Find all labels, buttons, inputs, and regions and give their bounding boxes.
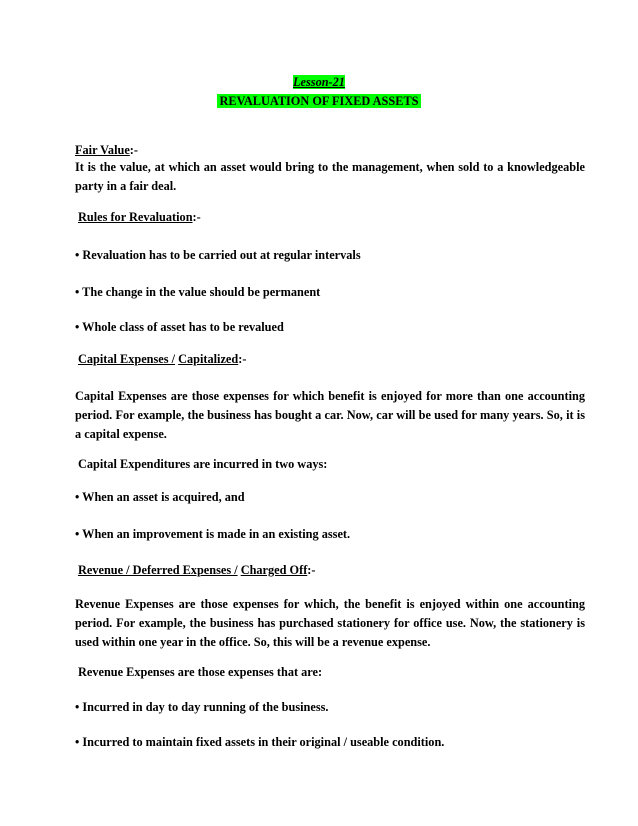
lesson-number: Lesson-21: [293, 75, 345, 89]
revenue-heading: [78, 561, 588, 580]
rules-item-1: • Revaluation has to be carried out at regular intervals: [75, 248, 361, 262]
page-title-text: REVALUATION OF FIXED ASSETS: [217, 94, 422, 108]
capital-heading: [78, 350, 588, 369]
revenue-body: Revenue Expenses are those expenses for which, the benefit is enjoyed within one accounting period. For example, the business has purchased stationery for office use. Now, the stationery is used within one year in the office. So, this will be a revenue expense.: [75, 597, 585, 649]
capital-way-2: • When an improvement is made in an existing asset.: [75, 527, 351, 541]
capital-heading-part2: Capitalized: [178, 352, 239, 366]
fair-value-heading-suffix: :-: [129, 143, 138, 157]
fair-value-heading-text: Fair Value: [75, 143, 130, 157]
capital-heading-suffix: :-: [238, 352, 247, 366]
rules-item-3: • Whole class of asset has to be revalued: [75, 320, 284, 334]
capital-body: Capital Expenses are those expenses for which benefit is enjoyed for more than one accounting period. For example, the business has bought a car. Now, car will be used for many years. So, it is a capital expense.: [75, 389, 585, 441]
capital-way-1: • When an asset is acquired, and: [75, 490, 245, 504]
revenue-heading-part1: Revenue / Deferred Expenses /: [78, 563, 238, 577]
revenue-heading-part2: Charged Off: [240, 563, 308, 577]
rules-heading-suffix: :-: [192, 210, 201, 224]
rules-heading: [78, 208, 588, 227]
page-title: [0, 93, 638, 110]
rules-heading-text: Rules for Revaluation: [78, 210, 193, 224]
fair-value-body: It is the value, at which an asset would bring to the management, when sold to a knowledgeable party in a fair deal.: [75, 160, 585, 193]
capital-ways-intro: Capital Expenditures are incurred in two ways:: [78, 457, 328, 471]
revenue-item-2: • Incurred to maintain fixed assets in their original / useable condition.: [75, 735, 445, 749]
revenue-list-intro: Revenue Expenses are those expenses that are:: [78, 665, 323, 679]
lesson-label: [0, 74, 638, 91]
revenue-item-1: • Incurred in day to day running of the business.: [75, 700, 329, 714]
rules-item-2: • The change in the value should be permanent: [75, 285, 321, 299]
capital-heading-part1: Capital Expenses /: [78, 352, 176, 366]
revenue-heading-suffix: :-: [307, 563, 316, 577]
